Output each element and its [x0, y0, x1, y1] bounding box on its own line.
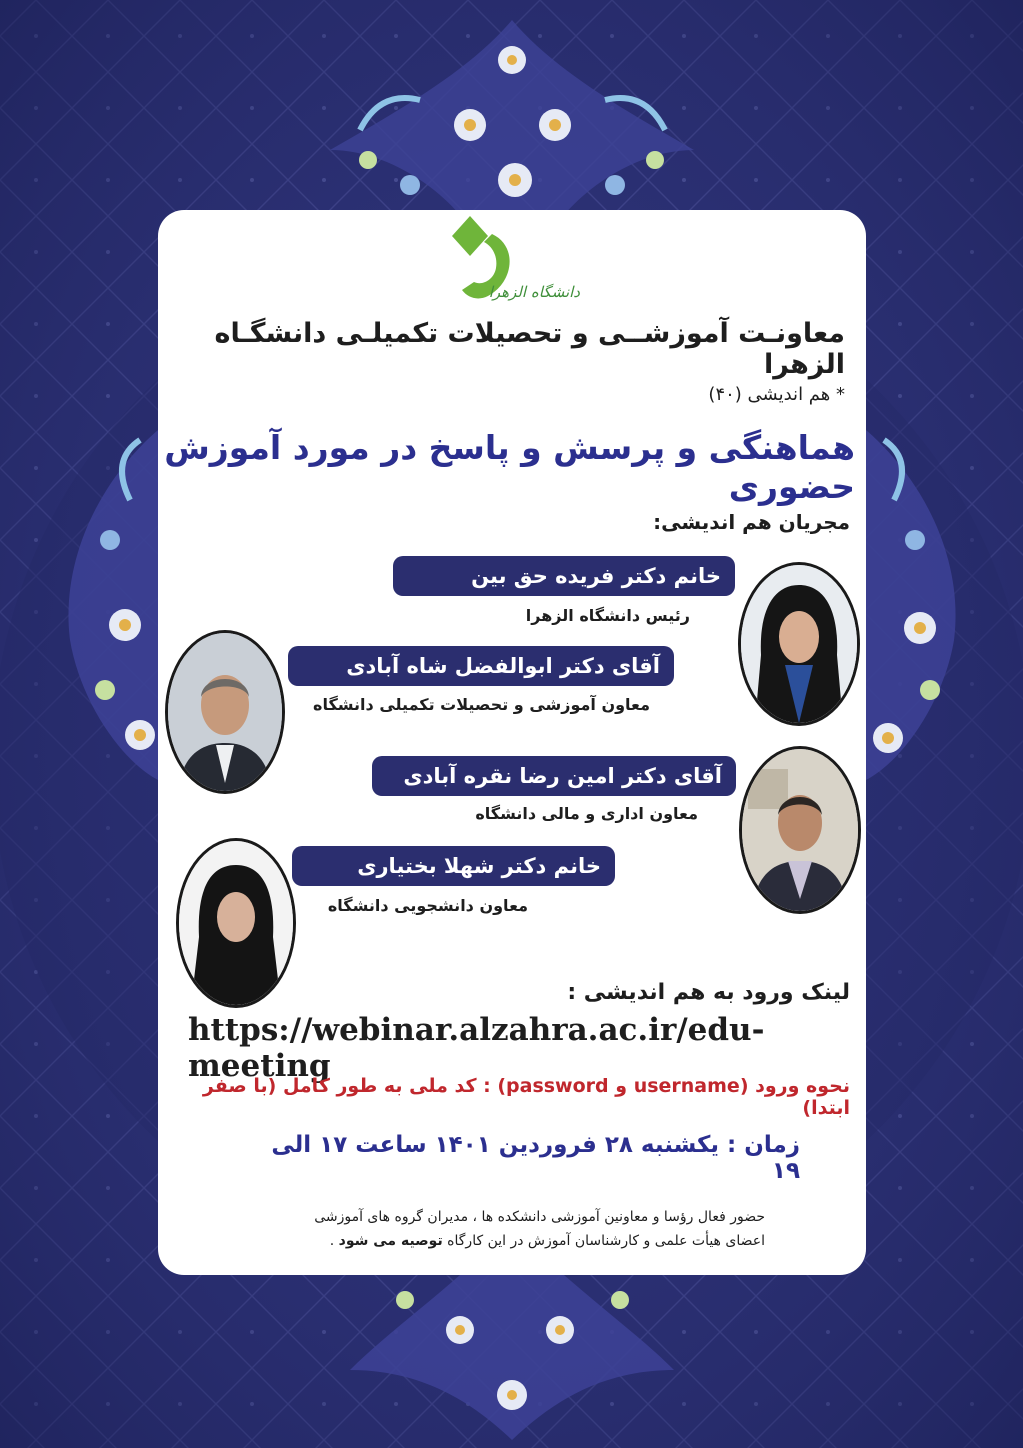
speaker-name-bar: آقای دکتر امین رضا نقره آبادی: [372, 756, 736, 796]
speaker-role: معاون اداری و مالی دانشگاه: [475, 804, 698, 823]
speaker-role: رئیس دانشگاه الزهرا: [525, 606, 690, 625]
note-line-2-prefix: اعضای هیأت علمی و کارشناسان آموزش در این کارگاه: [442, 1233, 765, 1249]
series-label: * هم اندیشی (۴۰): [708, 384, 845, 405]
hosts-label: مجریان هم اندیشی:: [653, 510, 850, 534]
note-line-2-suffix: .: [329, 1233, 339, 1249]
speaker-role: معاون دانشجویی دانشگاه: [327, 896, 528, 915]
speaker-name-bar: آقای دکتر ابوالفضل شاه آبادی: [288, 646, 674, 686]
page-title: معاونـت آموزشــی و تحصیلات تکمیلـی دانشگـاه الزهرا: [214, 318, 845, 380]
note-emphasis: توصیه می شود: [338, 1233, 443, 1249]
webinar-link[interactable]: https://webinar.alzahra.ac.ir/edu-meeting: [188, 1012, 765, 1084]
speaker-photo: [165, 630, 285, 794]
speaker-photo: [739, 746, 861, 914]
speaker-role: معاون آموزشی و تحصیلات تکمیلی دانشگاه: [313, 695, 650, 714]
login-instructions: نحوه ورود (username و password) : کد ملی به طور کامل (با صفر ابتدا): [202, 1075, 850, 1119]
speaker-photo: [738, 562, 860, 726]
note-line-2: [250, 1229, 765, 1253]
join-link-label: لینک ورود به هم اندیشی :: [567, 980, 850, 1005]
attendance-note: [250, 1205, 765, 1253]
speaker-name-bar: خانم دکتر شهلا بختیاری: [292, 846, 615, 886]
event-headline: هماهنگی و پرسش و پاسخ در مورد آموزش حضوری: [164, 428, 855, 506]
speaker-photo: [176, 838, 296, 1008]
speaker-name-bar: خانم دکتر فریده حق بین: [393, 556, 735, 596]
note-line-1: حضور فعال رؤسا و معاونین آموزشی دانشکده ها ، مدیران گروه های آموزشی: [314, 1209, 765, 1225]
university-logo-text: دانشگاه الزهرا: [488, 283, 580, 301]
event-schedule: زمان : یکشنبه ۲۸ فروردین ۱۴۰۱ ساعت ۱۷ الی ۱۹: [271, 1132, 800, 1184]
